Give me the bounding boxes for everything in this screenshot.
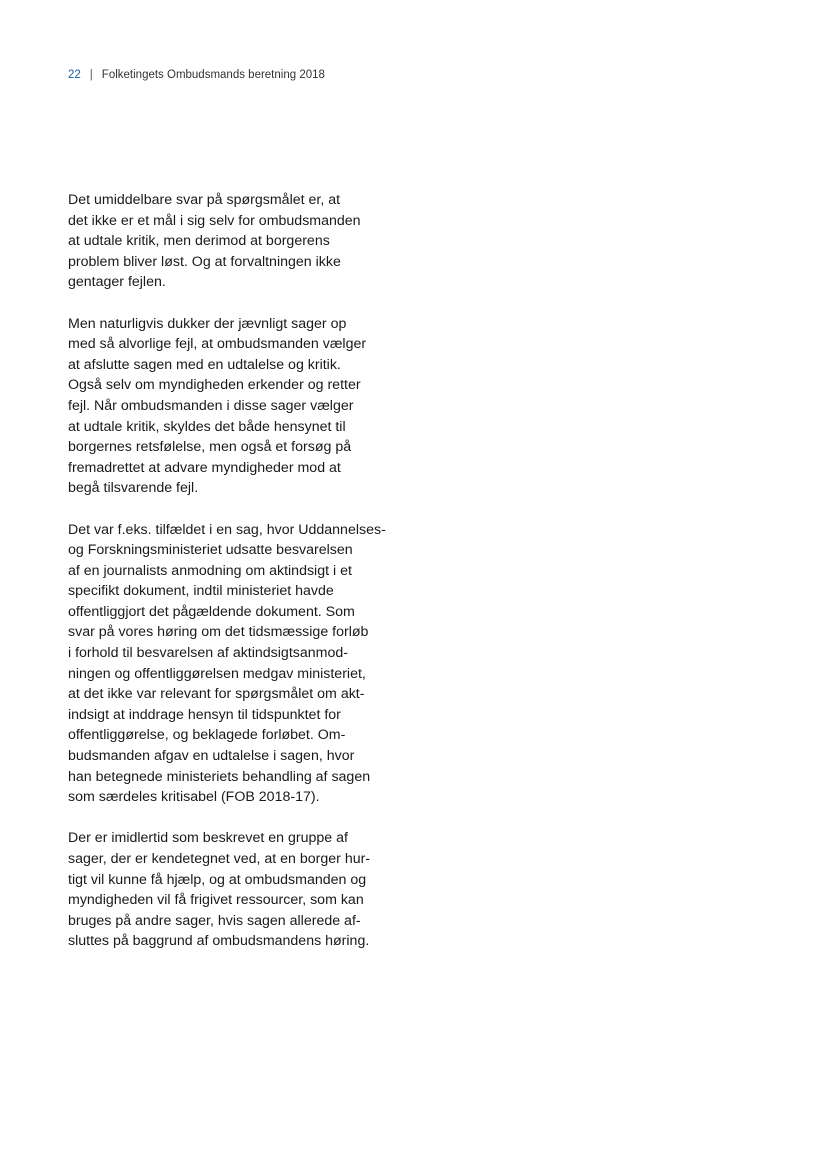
text-line: begå tilsvarende fejl.: [68, 480, 199, 497]
text-line: det ikke er et mål i sig selv for ombudsmanden: [68, 212, 361, 229]
text-line: at afslutte sagen med en udtalelse og kritik.: [68, 356, 341, 373]
text-line: Det var f.eks. tilfældet i en sag, hvor Uddannelses-: [68, 521, 386, 538]
paragraph-4: [68, 828, 398, 952]
page-number: 22: [68, 69, 81, 81]
text-line: Der er imidlertid som beskrevet en gruppe af: [68, 830, 348, 847]
text-line: borgernes retsfølelse, men også et forsøg på: [68, 439, 352, 456]
text-line: fejl. Når ombudsmanden i disse sager vælger: [68, 397, 354, 414]
page-header: [68, 67, 325, 83]
text-line: myndigheden vil få frigivet ressourcer, som kan: [68, 892, 364, 909]
text-line: problem bliver løst. Og at forvaltningen ikke: [68, 253, 341, 270]
text-line: som særdeles kritisabel (FOB 2018-17).: [68, 789, 320, 806]
text-line: specifikt dokument, indtil ministeriet havde: [68, 583, 334, 600]
paragraph-2: [68, 314, 398, 499]
text-line: at det ikke var relevant for spørgsmålet om akt-: [68, 686, 365, 703]
text-line: Også selv om myndigheden erkender og retter: [68, 377, 361, 394]
text-line: indsigt at inddrage hensyn til tidspunktet for: [68, 706, 341, 723]
text-line: offentliggjort det pågældende dokument. Som: [68, 603, 355, 620]
running-title: Folketingets Ombudsmands beretning 2018: [101, 69, 325, 81]
paragraph-3: [68, 520, 398, 808]
body-text: [68, 190, 398, 973]
text-line: budsmanden afgav en udtalelse i sagen, hvor: [68, 748, 355, 765]
text-line: Det umiddelbare svar på spørgsmålet er, at: [68, 192, 341, 208]
text-line: at udtale kritik, skyldes det både hensynet til: [68, 418, 346, 435]
text-line: svar på vores høring om det tidsmæssige forløb: [68, 624, 369, 641]
text-line: sluttes på baggrund af ombudsmandens høring.: [68, 933, 370, 950]
text-line: med så alvorlige fejl, at ombudsmanden vælger: [68, 336, 367, 353]
text-line: gentager fejlen.: [68, 274, 166, 291]
header-separator: |: [89, 69, 93, 81]
text-line: bruges på andre sager, hvis sagen allerede af-: [68, 912, 361, 929]
text-line: i forhold til besvarelsen af aktindsigtsanmod-: [68, 645, 348, 662]
text-line: at udtale kritik, men derimod at borgerens: [68, 233, 330, 250]
text-line: tigt vil kunne få hjælp, og at ombudsmanden og: [68, 871, 367, 888]
text-line: og Forskningsministeriet udsatte besvarelsen: [68, 542, 353, 559]
paragraph-1: [68, 190, 398, 293]
text-line: han betegnede ministeriets behandling af sagen: [68, 768, 371, 785]
text-line: ningen og offentliggørelsen medgav ministeriet,: [68, 665, 366, 682]
text-line: offentliggørelse, og beklagede forløbet. Om-: [68, 727, 346, 744]
text-line: fremadrettet at advare myndigheder mod at: [68, 459, 341, 476]
text-line: Men naturligvis dukker der jævnligt sager op: [68, 315, 347, 332]
text-line: sager, der er kendetegnet ved, at en borger hur-: [68, 851, 371, 867]
text-line: af en journalists anmodning om aktindsigt i et: [68, 562, 352, 579]
